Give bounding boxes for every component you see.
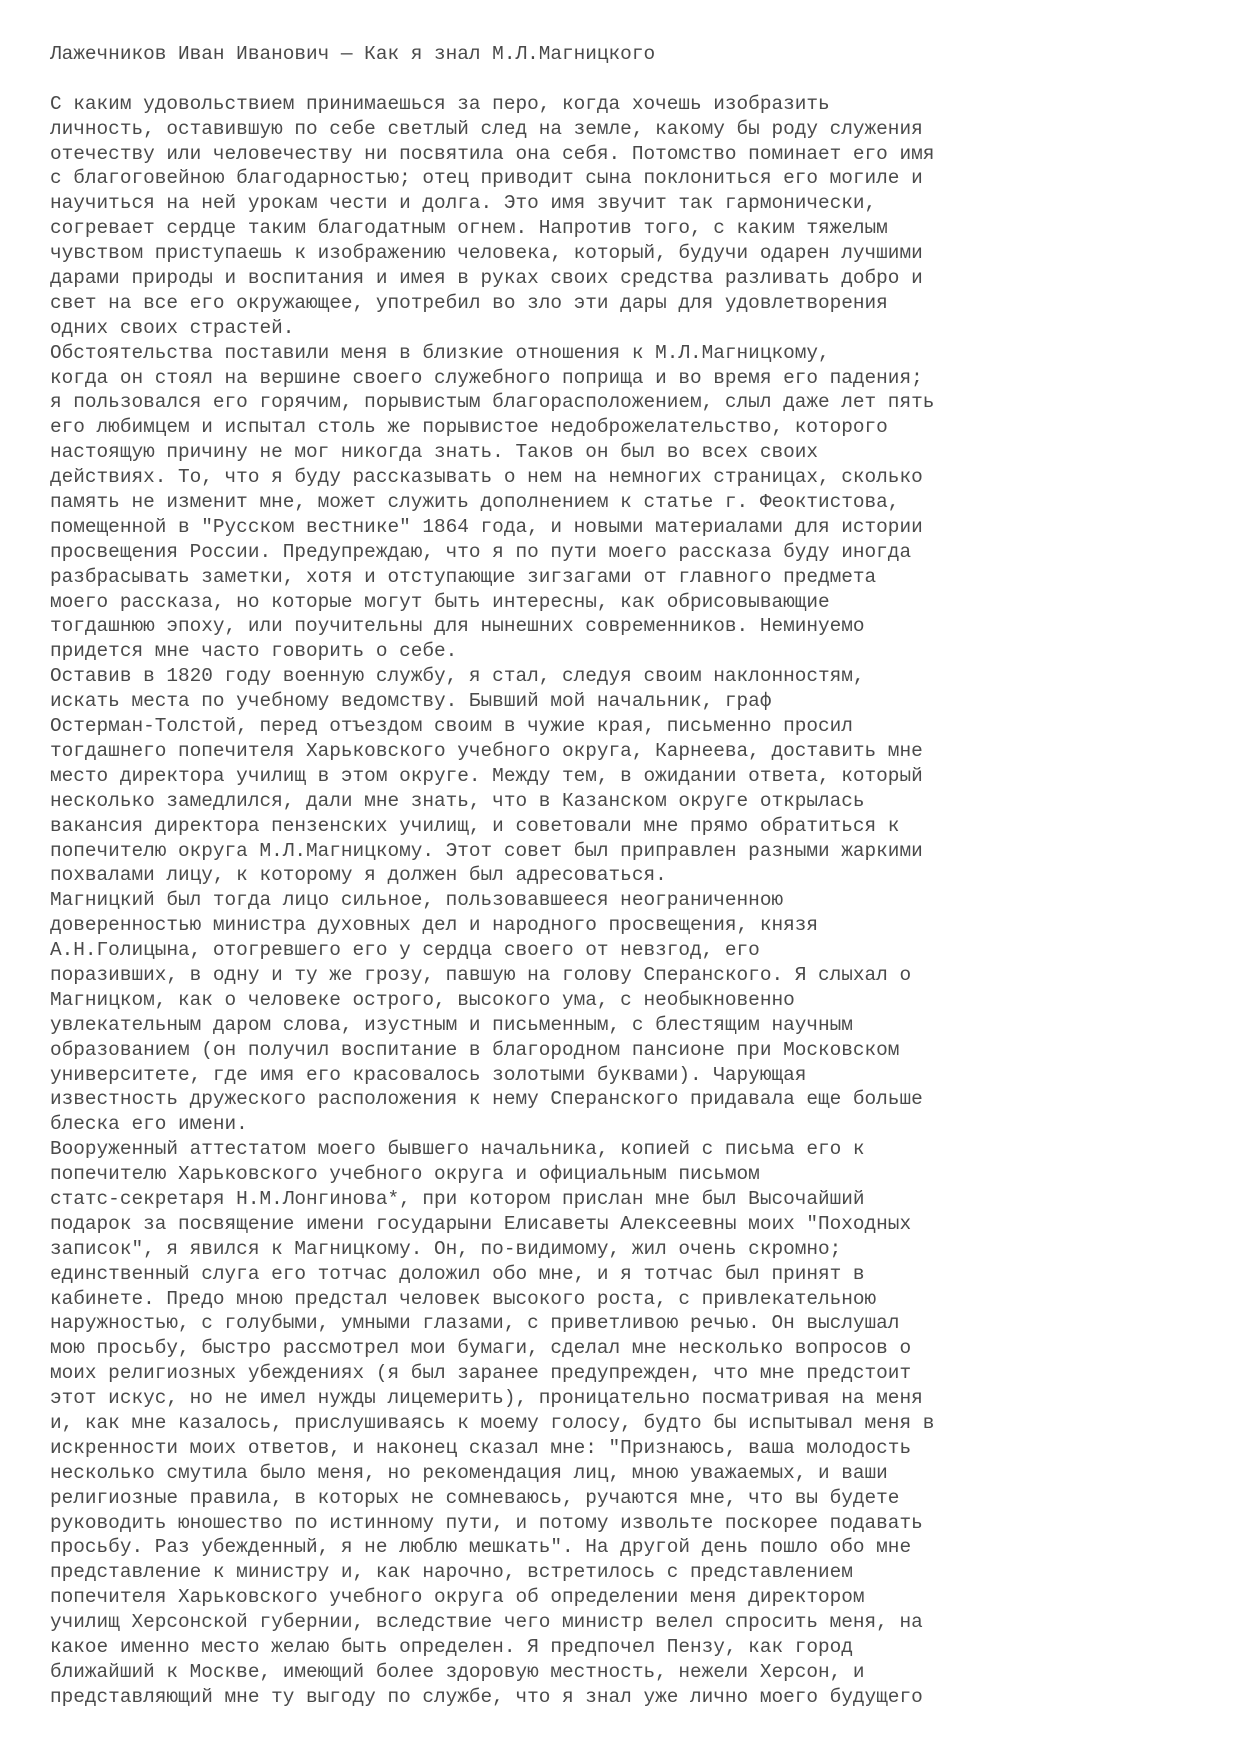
text-line: когда он стоял на вершине своего служебного поприща и во время его падения; [50,366,923,389]
text-line: С каким удовольствием принимаешься за перо, когда хочешь изобразить [50,92,830,115]
text-line: его любимцем и испытал столь же порывистое недоброжелательство, которого [50,416,888,439]
text-line: представление к министру и, как нарочно, встретилось с представлением [50,1561,853,1584]
text-line: память не изменит мне, может служить дополнением к статье г. Феоктистова, [50,491,900,514]
text-line: ближайший к Москве, имеющий более здоровую местность, нежели Херсон, и [50,1660,865,1683]
text-line: статс-секретаря Н.М.Лонгинова*, при котором прислан мне был Высочайший [50,1187,865,1210]
text-line: единственный слуга его тотчас доложил обо мне, и я тотчас был принят в [50,1262,865,1285]
text-line: подарок за посвящение имени государыни Елисаветы Алексеевны моих "Походных [50,1212,912,1235]
text-line: Магницкий был тогда лицо сильное, пользовавшееся неограниченною [50,889,784,912]
text-line: с благоговейною благодарностью; отец приводит сына поклониться его могиле и [50,167,923,190]
text-line: разбрасывать заметки, хотя и отступающие зигзагами от главного предмета [50,565,877,588]
text-line: попечителя Харьковского учебного округа об определении меня директором [50,1586,865,1609]
document-page [50,42,1200,1710]
text-line: увлекательным даром слова, изустным и письменным, с блестящим научным [50,1013,853,1036]
text-line: искать места по учебному ведомству. Бывший мой начальник, граф [50,690,772,713]
text-line: тогдашнего попечителя Харьковского учебного округа, Карнеева, доставить мне [50,739,923,762]
text-line: наружностью, с голубыми, умными глазами, с приветливою речью. Он выслушал [50,1312,900,1335]
text-line: известность дружеского расположения к нему Сперанского придавала еще больше [50,1088,923,1111]
text-line: религиозные правила, в которых не сомневаюсь, ручаются мне, что вы будете [50,1486,900,1509]
text-line: представляющий мне ту выгоду по службе, что я знал уже лично моего будущего [50,1685,923,1708]
document-body [50,92,1200,1710]
text-line: личность, оставившую по себе светлый след на земле, какому бы роду служения [50,117,923,140]
text-line: действиях. То, что я буду рассказывать о нем на немногих страницах, сколько [50,466,923,489]
text-line: этот искус, но не имел нужды лицемерить), проницательно посматривая на меня [50,1387,923,1410]
text-line: образованием (он получил воспитание в благородном пансионе при Московском [50,1038,900,1061]
text-line: согревает сердце таким благодатным огнем. Напротив того, с каким тяжелым [50,217,888,240]
text-line: я пользовался его горячим, порывистым благорасположением, слыл даже лет пять [50,391,935,414]
text-line: искренности моих ответов, и наконец сказал мне: "Признаюсь, ваша молодость [50,1436,912,1459]
text-line: попечителю Харьковского учебного округа и официальным письмом [50,1163,760,1186]
text-line: А.Н.Голицына, отогревшего его у сердца своего от невзгод, его [50,939,760,962]
text-line: дарами природы и воспитания и имея в руках своих средства разливать добро и [50,267,923,290]
text-line: мою просьбу, быстро рассмотрел мои бумаги, сделал мне несколько вопросов о [50,1337,912,1360]
text-line: кабинете. Предо мною предстал человек высокого роста, с привлекательною [50,1287,877,1310]
text-line: моего рассказа, но которые могут быть интересны, как обрисовывающие [50,590,830,613]
text-line: отечеству или человечеству ни посвятила она себя. Потомство поминает его имя [50,142,935,165]
text-line: моих религиозных убеждениях (я был заранее предупрежден, что мне предстоит [50,1362,912,1385]
text-line: похвалами лицу, к которому я должен был адресоваться. [50,864,667,887]
text-line: помещенной в "Русском вестнике" 1864 года, и новыми материалами для истории [50,515,923,538]
text-line: Обстоятельства поставили меня в близкие отношения к М.Л.Магницкому, [50,341,830,364]
text-line: Магницком, как о человеке острого, высокого ума, с необыкновенно [50,988,795,1011]
text-line: поразивших, в одну и ту же грозу, павшую на голову Сперанского. Я слыхал о [50,963,912,986]
text-line: несколько смутила было меня, но рекомендация лиц, мною уважаемых, и ваши [50,1461,888,1484]
text-line: просвещения России. Предупреждаю, что я по пути моего рассказа буду иногда [50,540,912,563]
text-line: Оставив в 1820 году военную службу, я стал, следуя своим наклонностям, [50,665,865,688]
text-line: записок", я явился к Магницкому. Он, по-видимому, жил очень скромно; [50,1237,842,1260]
text-line: доверенностью министра духовных дел и народного просвещения, князя [50,914,818,937]
text-line: настоящую причину не мог никогда знать. Таков он был во всех своих [50,441,818,464]
text-line: Остерман-Толстой, перед отъездом своим в чужие края, письменно просил [50,715,853,738]
text-line: университете, где имя его красовалось золотыми буквами). Чарующая [50,1063,807,1086]
text-line: вакансия директора пензенских училищ, и советовали мне прямо обратиться к [50,814,900,837]
text-line: придется мне часто говорить о себе. [50,640,458,663]
text-line: научиться на ней урокам чести и долга. Это имя звучит так гармонически, [50,192,877,215]
text-line: чувством приступаешь к изображению человека, который, будучи одарен лучшими [50,242,923,265]
text-line: просьбу. Раз убежденный, я не люблю мешкать". На другой день пошло обо мне [50,1536,912,1559]
text-line: какое именно место желаю быть определен. Я предпочел Пензу, как город [50,1636,853,1658]
text-line: несколько замедлился, дали мне знать, что в Казанском округе открылась [50,789,865,812]
document-title: Лажечников Иван Иванович — Как я знал М.Л.Магницкого [50,43,656,65]
text-line: одних своих страстей. [50,316,295,339]
text-line: Вооруженный аттестатом моего бывшего начальника, копией с письма его к [50,1138,865,1161]
text-line: руководить юношество по истинному пути, и потому извольте поскорее подавать [50,1511,923,1534]
text-line: тогдашнюю эпоху, или поучительны для нынешних современников. Неминуемо [50,615,865,638]
text-line: блеска его имени. [50,1113,248,1136]
text-line: попечителю округа М.Л.Магницкому. Этот совет был приправлен разными жаркими [50,839,923,862]
text-line: свет на все его окружающее, употребил во зло эти дары для удовлетворения [50,291,888,314]
text-line: и, как мне казалось, прислушиваясь к моему голосу, будто бы испытывал меня в [50,1411,935,1434]
text-line: училищ Херсонской губернии, вследствие чего министр велел спросить меня, на [50,1611,923,1634]
text-line: место директора училищ в этом округе. Между тем, в ожидании ответа, который [50,764,923,787]
